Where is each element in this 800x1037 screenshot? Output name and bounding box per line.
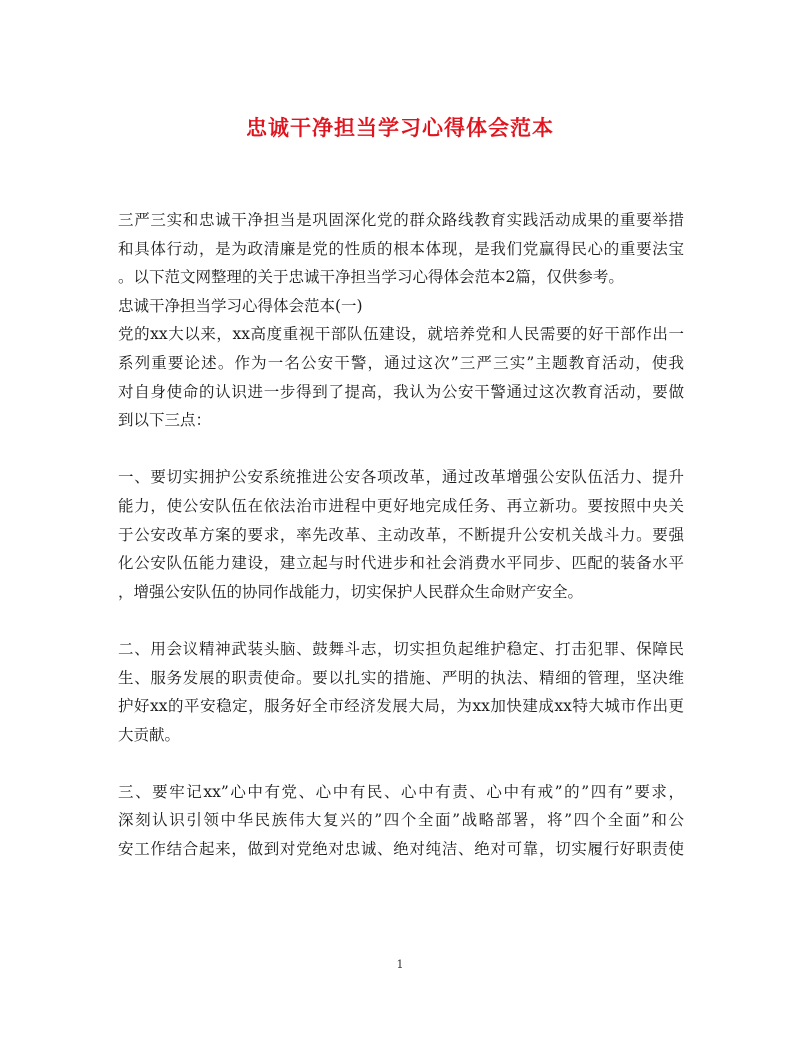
text-line: 一、要切实拥护公安系统推进公安各项改革，通过改革增强公安队伍活力、提升 — [118, 468, 684, 487]
paragraph-gap — [118, 606, 684, 635]
subheading: 忠诚干净担当学习心得体会范本(一) — [118, 296, 363, 315]
text-line: 二、用会议精神武装头脑、鼓舞斗志，切实担负起维护稳定、打击犯罪、保障民 — [118, 639, 684, 658]
document-body — [118, 206, 684, 864]
text-line: 三严三实和忠诚干净担当是巩固深化党的群众路线教育实践活动成果的重要举措 — [118, 211, 684, 229]
text-line: 三、要牢记xx”心中有党、心中有民、心中有责、心中有戒”的”四有”要求， — [118, 782, 684, 801]
paragraph-b — [118, 463, 684, 606]
document-title: 忠诚干净担当学习心得体会范本 — [246, 115, 554, 140]
text-line: 。以下范文网整理的关于忠诚干净担当学习心得体会范本2篇，仅供参考。 — [118, 268, 624, 287]
text-line: 到以下三点： — [118, 411, 212, 430]
paragraph-d — [118, 778, 684, 864]
text-line: 安工作结合起来，做到对党绝对忠诚、绝对纯洁、绝对可靠，切实履行好职责使 — [118, 840, 684, 859]
text-line: 党的xx大以来，xx高度重视干部队伍建设，就培养党和人民需要的好干部作出一 — [118, 325, 684, 344]
text-line: 对自身使命的认识进一步得到了提高，我认为公安干警通过这次教育活动，要做 — [118, 382, 684, 401]
paragraph-a — [118, 320, 684, 434]
text-line: 于公安改革方案的要求，率先改革、主动改革，不断提升公安机关战斗力。要强 — [118, 525, 684, 544]
text-line: 护好xx的平安稳定，服务好全市经济发展大局，为xx加快建成xx特大城市作出更 — [118, 697, 684, 716]
text-line: 能力，使公安队伍在依法治市进程中更好地完成任务、再立新功。要按照中央关 — [118, 496, 684, 515]
text-line: 生、服务发展的职责使命。要以扎实的措施、严明的执法、精细的管理，坚决维 — [118, 668, 684, 687]
text-line: 深刻认识引领中华民族伟大复兴的”四个全面”战略部署，将”四个全面”和公 — [118, 811, 684, 830]
intro-paragraph — [118, 206, 684, 292]
text-line: 和具体行动，是为政清廉是党的性质的根本体现，是我们党赢得民心的重要法宝 — [118, 239, 684, 258]
paragraph-gap — [118, 749, 684, 778]
paragraph-c — [118, 635, 684, 749]
paragraph-gap — [118, 435, 684, 464]
text-line: 大贡献。 — [118, 725, 181, 744]
text-line: 化公安队伍能力建设，建立起与时代进步和社会消费水平同步、匹配的装备水平 — [118, 554, 684, 573]
text-line: 系列重要论述。作为一名公安干警，通过这次”三严三实”主题教育活动，使我 — [118, 353, 684, 372]
text-line: ，增强公安队伍的协同作战能力，切实保护人民群众生命财产安全。 — [118, 582, 584, 601]
page-number: 1 — [396, 958, 404, 971]
